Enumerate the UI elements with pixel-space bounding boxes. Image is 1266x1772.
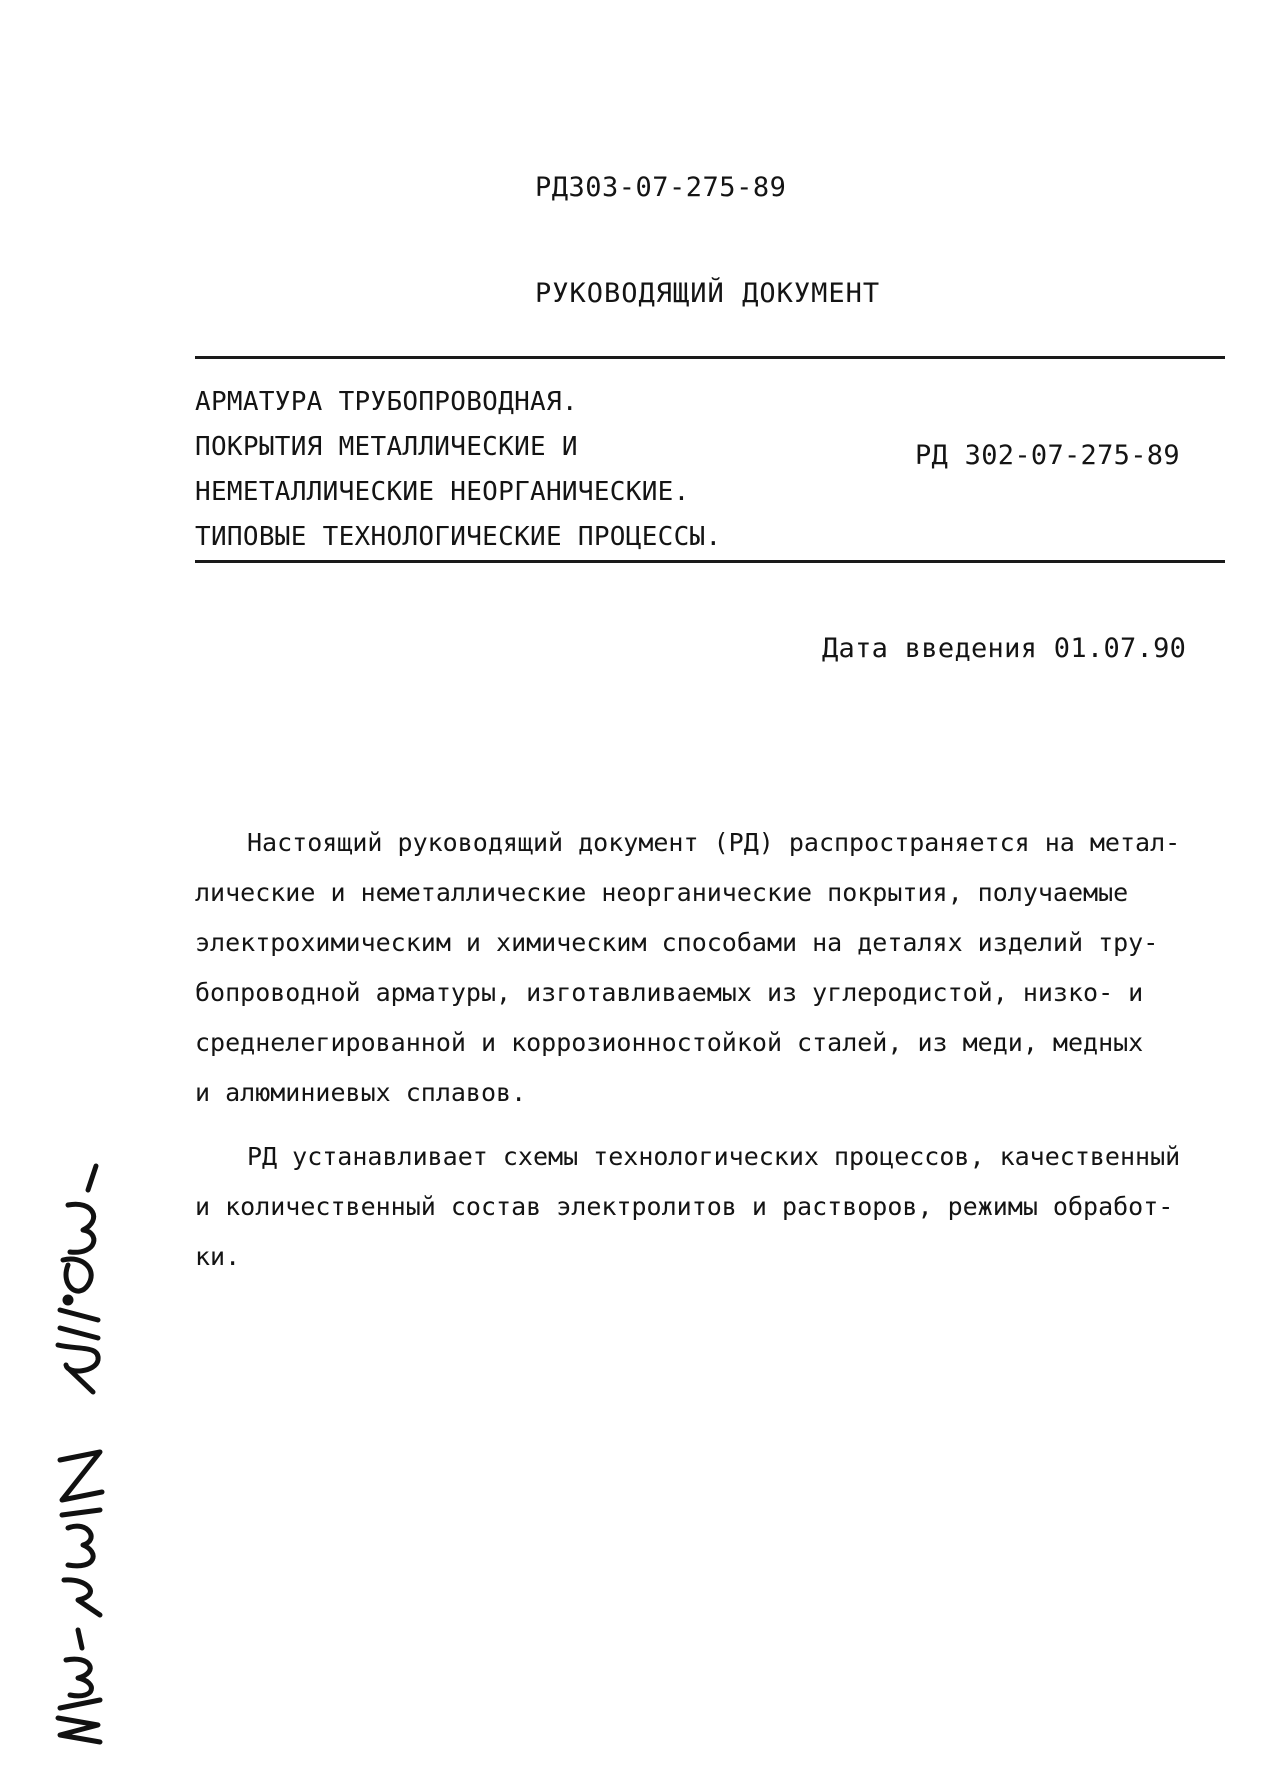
paragraph-scope [195,818,1230,1118]
text-line: электрохимическим и химическим способами на деталях изделий тру- [195,928,1159,957]
title-top-rule [195,356,1225,359]
text-line: Настоящий руководящий документ (РД) распространяется на метал- [247,828,1181,857]
text-line: среднелегированной и коррозионностойкой сталей, из меди, медных [195,1028,1144,1057]
document-code-title: РД 302-07-275-89 [915,440,1180,471]
title-line: АРМАТУРА ТРУБОПРОВОДНАЯ. [195,387,578,417]
document-title [195,380,835,560]
document-body [195,818,1230,1282]
title-line: ТИПОВЫЕ ТЕХНОЛОГИЧЕСКИЕ ПРОЦЕССЫ. [195,522,722,552]
title-bottom-rule [195,560,1225,563]
text-line: бопроводной арматуры, изготавливаемых из углеродистой, низко- и [195,978,1144,1007]
text-line: лические и неметаллические неорганические покрытия, получаемые [195,878,1129,907]
document-code-header: РД303-07-275-89 [535,172,787,203]
introduction-date: Дата введения 01.07.90 [822,633,1187,664]
handwritten-inventory-stamp [38,1160,118,1750]
title-line: НЕМЕТАЛЛИЧЕСКИЕ НЕОРГАНИЧЕСКИЕ. [195,477,690,507]
document-type-heading: РУКОВОДЯЩИЙ ДОКУМЕНТ [535,278,881,309]
paragraph-contents [195,1132,1230,1282]
text-line: РД устанавливает схемы технологических процессов, качественный [247,1142,1181,1171]
text-line: и алюминиевых сплавов. [195,1078,527,1107]
text-line: ки. [195,1242,241,1271]
text-line: и количественный состав электролитов и растворов, режимы обработ- [195,1192,1174,1221]
title-line: ПОКРЫТИЯ МЕТАЛЛИЧЕСКИЕ И [195,432,578,462]
